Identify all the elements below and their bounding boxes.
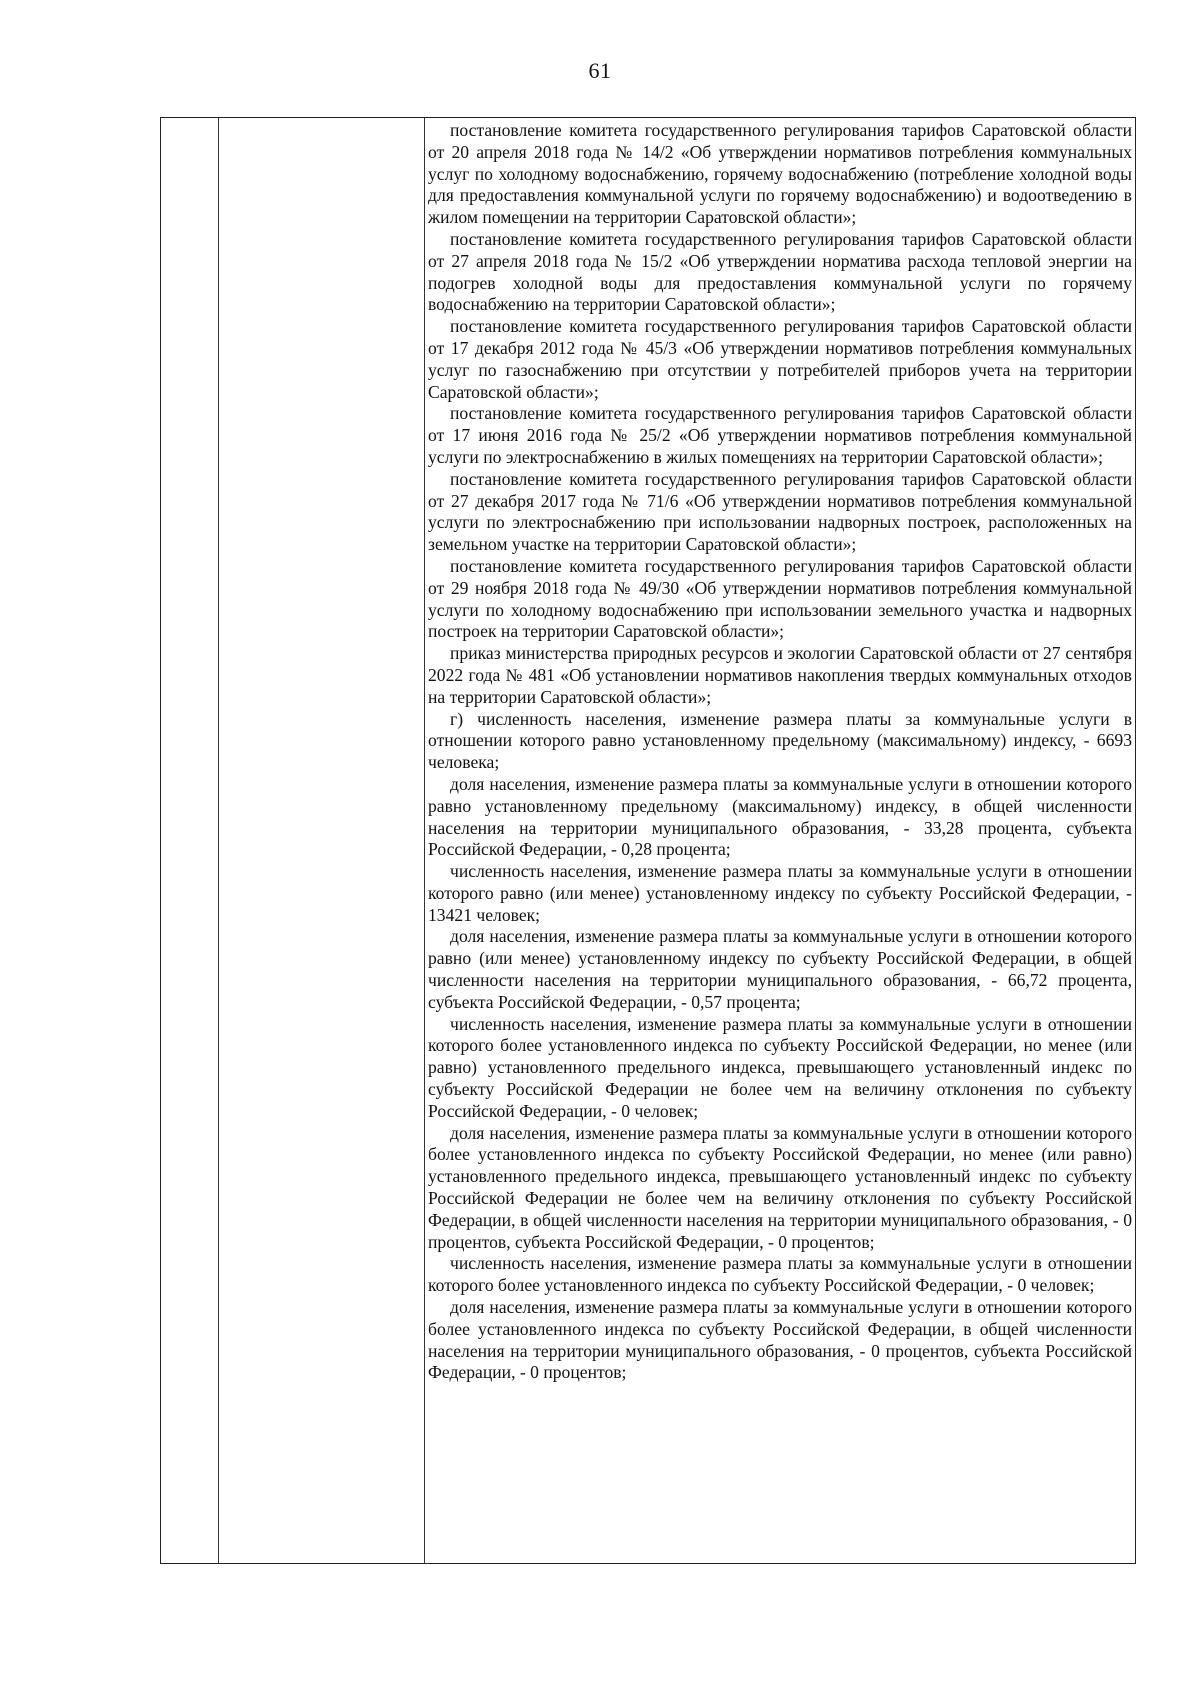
paragraph: приказ министерства природных ресурсов и экологии Саратовской области от 27 сентября 2022 года № 481 «Об установлении нормативов накопления твердых коммунальных отходов на территории Саратовской области»;	[428, 643, 1132, 707]
text-cell	[428, 118, 1132, 1565]
paragraph: численность населения, изменение размера платы за коммунальные услуги в отношении которого более установленного индекса по субъекту Российской Федерации, но менее (или равно) установленного предельного индекса, превышающего установленный индекс по субъекту Российской Федерации не более чем на величину отклонения по субъекту Российской Федерации, - 0 человек;	[428, 1013, 1132, 1121]
paragraph: доля населения, изменение размера платы за коммунальные услуги в отношении которого более установленного индекса по субъекту Российской Федерации, но менее (или равно) установленного предельного индекса, превышающего установленный индекс по субъекту Российской Федерации не более чем на величину отклонения по субъекту Российской Федерации, в общей численности населения на территории муниципального образования, - 0 процентов, субъекта Российской Федерации, - 0 процентов;	[428, 1122, 1132, 1252]
document-table	[160, 117, 1136, 1564]
page-number: 61	[588, 58, 612, 83]
paragraph: численность населения, изменение размера платы за коммунальные услуги в отношении которого более установленного индекса по субъекту Российской Федерации, - 0 человек;	[428, 1253, 1132, 1296]
paragraph: постановление комитета государственного регулирования тарифов Саратовской области от 29 ноября 2018 года № 49/30 «Об утверждении нормативов потребления коммунальной услуги по холодному водоснабжению при использовании земельного участка и надворных построек на территории Саратовской области»;	[428, 555, 1132, 642]
column-divider-1	[218, 118, 219, 1563]
paragraph: численность населения, изменение размера платы за коммунальные услуги в отношении которого равно (или менее) установленному индексу по субъекту Российской Федерации, - 13421 человек;	[428, 861, 1132, 925]
paragraph: постановление комитета государственного регулирования тарифов Саратовской области от 17 июня 2016 года № 25/2 «Об утверждении нормативов потребления коммунальной услуги по электроснабжению в жилых помещениях на территории Саратовской области»;	[428, 403, 1132, 467]
paragraph: доля населения, изменение размера платы за коммунальные услуги в отношении которого равно (или менее) установленному индексу по субъекту Российской Федерации, в общей численности населения на территории муниципального образования, - 66,72 процента, субъекта Российской Федерации, - 0,57 процента;	[428, 926, 1132, 1012]
paragraph: г) численность населения, изменение размера платы за коммунальные услуги в отношении которого равно установленному предельному (максимальному) индексу, - 6693 человека;	[428, 708, 1132, 773]
paragraph: доля населения, изменение размера платы за коммунальные услуги в отношении которого более установленного индекса по субъекту Российской Федерации, в общей численности населения на территории муниципального образования, - 0 процентов, субъекта Российской Федерации, - 0 процентов;	[428, 1297, 1132, 1383]
paragraph: постановление комитета государственного регулирования тарифов Саратовской области от 27 декабря 2017 года № 71/6 «Об утверждении нормативов потребления коммунальной услуги по электроснабжению при использовании надворных построек, расположенных на земельном участке на территории Саратовской области»;	[428, 468, 1132, 555]
column-divider-2	[424, 118, 425, 1563]
paragraph: постановление комитета государственного регулирования тарифов Саратовской области от 17 декабря 2012 года № 45/3 «Об утверждении нормативов потребления коммунальных услуг по газоснабжению при отсутствии у потребителей приборов учета на территории Саратовской области»;	[428, 316, 1132, 402]
paragraph: постановление комитета государственного регулирования тарифов Саратовской области от 27 апреля 2018 года № 15/2 «Об утверждении норматива расхода тепловой энергии на подогрев холодной воды для предоставления коммунальной услуги по горячему водоснабжению на территории Саратовской области»;	[428, 228, 1132, 315]
paragraph: доля населения, изменение размера платы за коммунальные услуги в отношении которого равно установленному предельному (максимальному) индексу, в общей численности населения на территории муниципального образования, - 33,28 процента, субъекта Российской Федерации, - 0,28 процента;	[428, 773, 1132, 860]
paragraph: постановление комитета государственного регулирования тарифов Саратовской области от 20 апреля 2018 года № 14/2 «Об утверждении нормативов потребления коммунальных услуг по холодному водоснабжению, горячему водоснабжению (потребление холодной воды для предоставления коммунальной услуги по горячему водоснабжению) и водоотведению в жилом помещении на территории Саратовской области»;	[428, 120, 1132, 228]
